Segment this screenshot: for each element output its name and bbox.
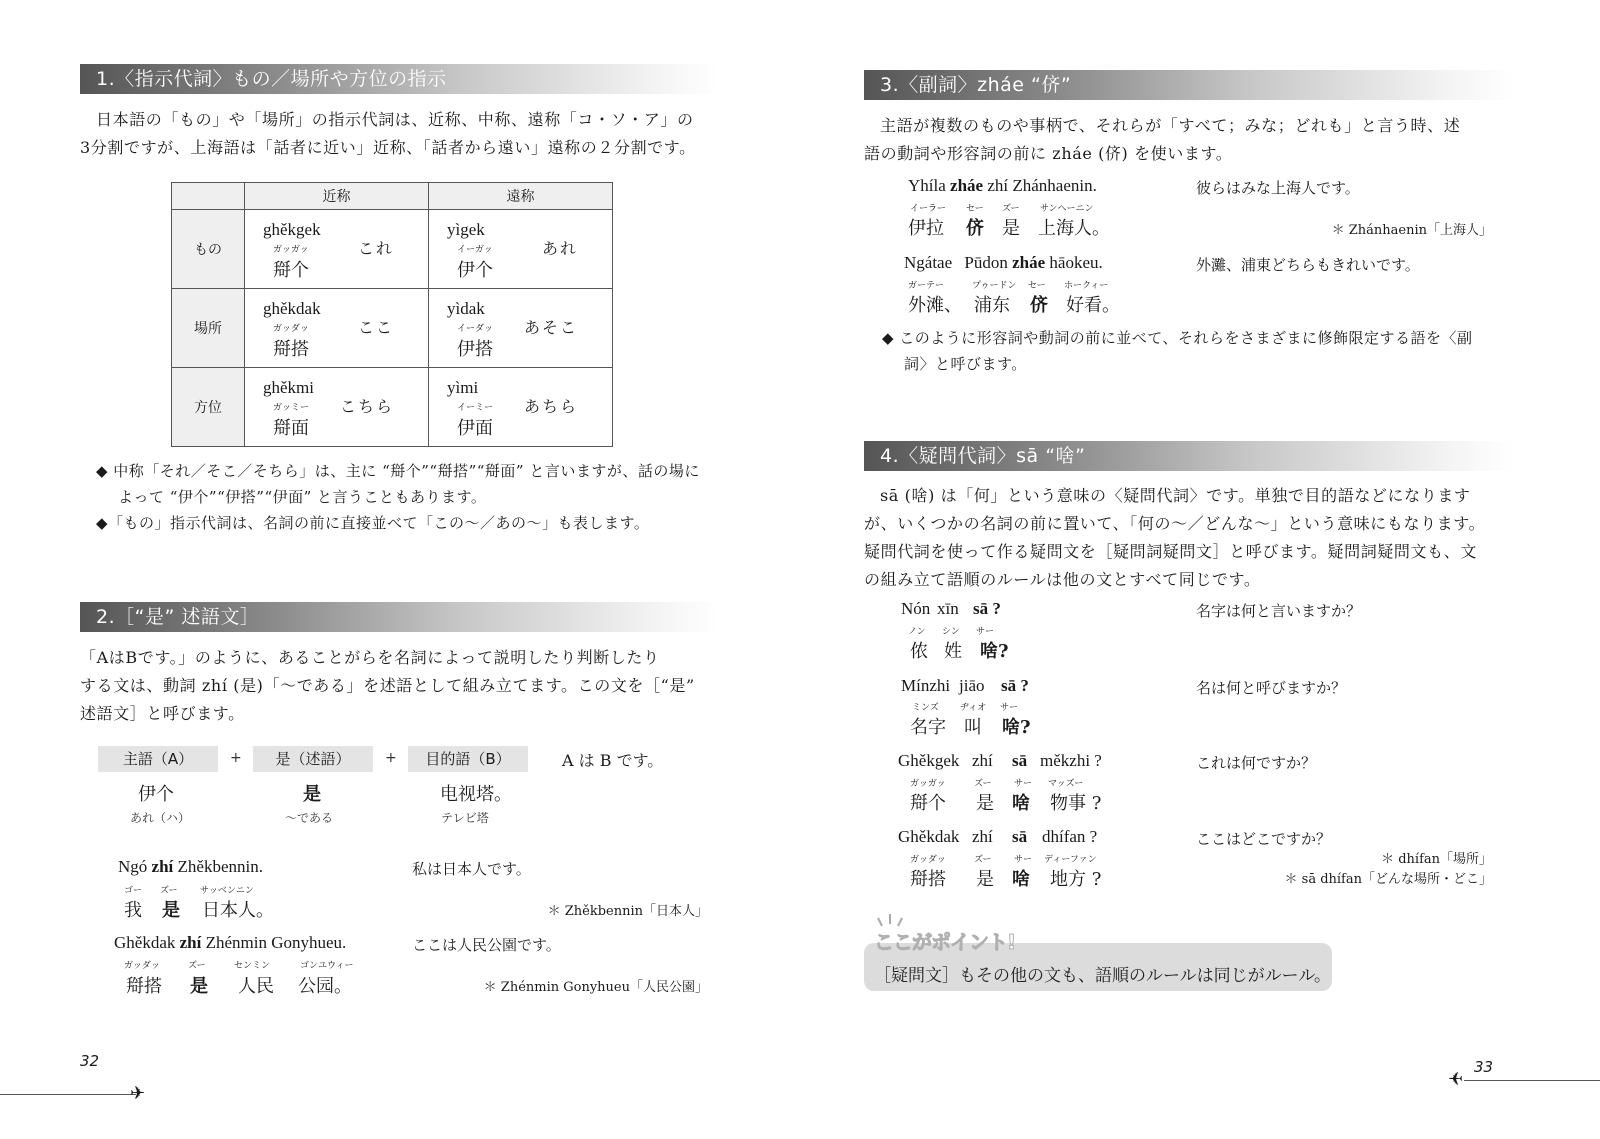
- row-label: 場所: [172, 289, 245, 368]
- para-line: 主語が複数のものや事柄で、それらが「すべて；みな；どれも」と言う時、述: [880, 116, 1461, 135]
- kana: セー: [1028, 281, 1046, 291]
- word-bold: zhí: [151, 857, 174, 876]
- example-translation: これは何ですか？: [1196, 754, 1317, 772]
- table-row: [172, 210, 613, 289]
- table-header-near: 近称: [245, 183, 429, 210]
- point-label: ここがポイント!: [874, 930, 1016, 954]
- hanzi: 上海人。: [1038, 218, 1110, 239]
- para-line: する文は、動詞 zhí (是)「～である」を述語として組み立てます。この文を［“是”: [80, 676, 695, 695]
- cell-far: [429, 289, 612, 367]
- japanese-meaning: あそこ: [523, 318, 578, 337]
- pattern-gloss-jp: ～である: [285, 811, 334, 825]
- para-line: 3分割ですが、上海語は「話者に近い」近称、「話者から遠い」遠称の２分割です。: [80, 138, 696, 157]
- demonstrative-table: [171, 182, 613, 447]
- example-romanization: [118, 857, 263, 877]
- example-note: ＊ Zhánhaenin「上海人」: [1331, 223, 1492, 238]
- word-bold: sā ?: [973, 599, 1001, 618]
- section-1-paragraph: [80, 106, 740, 162]
- pattern-hanzi: 是: [303, 784, 321, 805]
- example-translation: ここはどこですか？: [1196, 830, 1332, 848]
- pattern-hanzi: 电视塔。: [440, 784, 512, 805]
- plus-sign: +: [230, 750, 242, 766]
- japanese-meaning: あちら: [523, 397, 578, 416]
- kana: ゴー: [124, 886, 143, 896]
- bullet-line: 詞〉と呼びます。: [904, 355, 1027, 373]
- japanese-meaning: こちら: [339, 397, 394, 416]
- hanzi: 叫: [964, 717, 982, 738]
- slot-predicate: 是（述語）: [253, 746, 373, 772]
- cell-far: [429, 210, 612, 288]
- section-3-bullet: [882, 325, 1512, 377]
- para-line: が、いくつかの名詞の前に置いて、「何の～／どんな～」という意味にもなります。: [864, 514, 1486, 533]
- kana: サー: [976, 627, 995, 637]
- hanzi: 搿个: [910, 793, 946, 814]
- example-translation: ここは人民公園です。: [412, 936, 561, 954]
- airplane-icon: ✈: [130, 1083, 146, 1104]
- kana-reading: ガッガッ: [273, 245, 309, 255]
- romanization: ghěkmi: [263, 378, 314, 397]
- kana: ズー: [974, 855, 992, 865]
- para-line: 述語文］と呼びます。: [80, 704, 245, 723]
- hanzi: 搿搭: [910, 869, 946, 890]
- example-romanization: [114, 933, 346, 953]
- word: Zhánhaenin.: [1012, 176, 1097, 195]
- word: Mínzhi: [901, 676, 951, 695]
- hanzi: 是: [976, 869, 994, 890]
- kana: ガッダッ: [910, 855, 946, 865]
- kana: ズー: [160, 886, 178, 896]
- bullet-line: ◆ このように形容詞や動詞の前に並べて、それらをさまざまに修飾限定する語を〈副: [882, 329, 1473, 347]
- para-line: sā (啥) は「何」という意味の〈疑問代詞〉です。単独で目的語などになります: [880, 486, 1471, 505]
- kana: サー: [1014, 779, 1033, 789]
- hanzi: 伊个: [457, 260, 493, 281]
- cell-near: [245, 289, 428, 367]
- example-note: ＊ dhífan「場所」: [1381, 852, 1492, 867]
- example-translation: 外灘、浦東どちらもきれいです。: [1196, 256, 1420, 274]
- hanzi: 搿个: [273, 260, 309, 281]
- hanzi: 搿搭: [126, 976, 162, 997]
- hanzi: 是: [190, 976, 208, 997]
- kana: ヂィオ: [960, 703, 987, 713]
- kana: ホークィー: [1064, 281, 1109, 291]
- para-line: 疑問代詞を使って作る疑問文を［疑問詞疑問文］と呼びます。疑問詞疑問文も、文: [864, 542, 1477, 561]
- word: Ghěkgek: [898, 751, 960, 770]
- hanzi: 地方 ?: [1050, 869, 1102, 890]
- japanese-meaning: ここ: [357, 318, 394, 337]
- kana: ズー: [1002, 204, 1020, 214]
- hanzi: 是: [1002, 218, 1020, 239]
- airplane-icon: ✈: [1448, 1069, 1464, 1090]
- section-3-header: 3.〈副詞〉zháe “侪”: [864, 70, 1514, 100]
- plus-sign: +: [385, 750, 397, 766]
- para-line: 語の動詞や形容詞の前に zháe (侪) を使います。: [864, 144, 1233, 163]
- word-bold: sā ?: [1001, 676, 1029, 695]
- japanese-meaning: あれ: [541, 239, 578, 258]
- kana-reading: イーガッ: [457, 245, 493, 255]
- word: měkzhi ?: [1040, 751, 1102, 770]
- para-line: 「AはBです。」のように、あることがらを名詞によって説明したり判断したり: [80, 648, 660, 667]
- hanzi: 伊拉: [908, 218, 944, 239]
- example-note: ＊ Zhěkbennin「日本人」: [547, 904, 708, 919]
- example-translation: 名字は何と言いますか？: [1196, 602, 1362, 620]
- kana: センミン: [234, 961, 271, 971]
- kana: ミンズ: [912, 703, 939, 713]
- hanzi: 搿面: [273, 418, 309, 439]
- hanzi: 好看。: [1066, 295, 1120, 316]
- hanzi: 侪: [1030, 295, 1048, 316]
- hanzi: 侬: [910, 641, 928, 662]
- page-number-left: 32: [80, 1052, 100, 1070]
- row-label: もの: [172, 210, 245, 289]
- kana: マッズー: [1048, 779, 1084, 789]
- table-header-far: 遠称: [429, 183, 613, 210]
- example-note: ＊ sā dhífan「どんな場所・どこ」: [1284, 872, 1492, 887]
- section-4-header: 4.〈疑問代詞〉sā “啥”: [864, 441, 1514, 471]
- example-note: ＊ Zhénmin Gonyhueu「人民公園」: [483, 980, 708, 995]
- word: zhí: [972, 827, 993, 846]
- japanese-meaning: これ: [357, 239, 394, 258]
- example-translation: 彼らはみな上海人です。: [1196, 179, 1360, 197]
- word: zhí: [972, 751, 993, 770]
- kana: ズー: [188, 961, 206, 971]
- kana: サンヘーニン: [1040, 204, 1094, 214]
- romanization: ghěkgek: [263, 220, 321, 239]
- hanzi: 我: [124, 900, 142, 921]
- para-line: の組み立て語順のルールは他の文とすべて同じです。: [864, 570, 1261, 589]
- word-bold: zháe: [950, 176, 984, 195]
- slot-object: 目的語（B）: [408, 746, 528, 772]
- word: xīn: [937, 599, 959, 618]
- section-3-paragraph: [864, 112, 1514, 168]
- section-4-paragraph: [864, 482, 1514, 594]
- word: dhífan ?: [1042, 827, 1098, 846]
- section-1-bullet: [96, 458, 736, 510]
- table-corner: [172, 183, 245, 210]
- hanzi: 啥: [1012, 869, 1030, 890]
- word: Nón: [901, 599, 931, 618]
- footer-rule: [1464, 1080, 1600, 1081]
- pattern-hanzi: 伊个: [138, 784, 174, 805]
- bullet-line: ◆ 中称「それ／そこ／そちら」は、主に “搿个”“搿搭”“搿面” と言いますが、話の場に: [96, 462, 700, 480]
- hanzi: 浦东: [974, 295, 1010, 316]
- example-translation: 名は何と呼びますか？: [1196, 679, 1347, 697]
- word: Zhénmin Gonyhueu.: [205, 933, 347, 952]
- kana-reading: イーダッ: [457, 324, 494, 334]
- section-2-header: 2.［“是” 述語文］: [80, 602, 720, 632]
- table-row: [172, 289, 613, 368]
- kana: ノン: [908, 627, 926, 637]
- section-2-paragraph: [80, 644, 740, 728]
- example-romanization: [904, 253, 1103, 273]
- kana: ディーファン: [1044, 855, 1097, 865]
- footer-rule: [0, 1094, 136, 1095]
- kana: プゥードン: [972, 281, 1017, 291]
- para-line: 日本語の「もの」や「場所」の指示代詞は、近称、中称、遠称「コ・ソ・ア」の: [96, 110, 694, 129]
- slot-subject: 主語（A）: [98, 746, 218, 772]
- bullet-line: よって “伊个”“伊搭”“伊面” と言うこともあります。: [118, 488, 487, 506]
- hanzi: 姓: [944, 641, 962, 662]
- kana: ゴンユウィー: [300, 961, 354, 971]
- kana: シン: [942, 627, 960, 637]
- hanzi: 侪: [966, 218, 984, 239]
- kana: サッベンニン: [200, 886, 254, 896]
- word: Ghěkdak: [898, 827, 960, 846]
- word-bold: sā: [1012, 751, 1028, 770]
- word: Pūdon: [964, 253, 1008, 272]
- hanzi: 伊面: [457, 418, 493, 439]
- kana-reading: イーミー: [457, 403, 494, 413]
- romanization: yìmi: [447, 378, 479, 397]
- kana: セー: [966, 204, 984, 214]
- cell-far: [429, 368, 612, 446]
- word: Zhěkbennin.: [177, 857, 263, 876]
- hanzi: 物事 ?: [1050, 793, 1102, 814]
- word: Yhíla: [908, 176, 946, 195]
- section-1-bullet: ◆「もの」指示代詞は、名詞の前に直接並べて「この～／あの～」も表します。: [96, 514, 650, 532]
- cell-near: [245, 210, 428, 288]
- hanzi: 搿搭: [273, 339, 309, 360]
- example-romanization: [908, 176, 1097, 196]
- word-bold: zháe: [1012, 253, 1046, 272]
- kana: ガッガッ: [910, 779, 946, 789]
- kana: ズー: [974, 779, 992, 789]
- section-1-header: 1.〈指示代詞〉もの／場所や方位の指示: [80, 64, 720, 94]
- hanzi: 日本人。: [202, 900, 274, 921]
- kana: ガッダッ: [124, 961, 160, 971]
- hanzi: 啥: [1012, 793, 1030, 814]
- romanization: ghěkdak: [263, 299, 321, 318]
- table-row: [172, 368, 613, 447]
- word: Ngó: [118, 857, 148, 876]
- kana: サー: [1014, 855, 1033, 865]
- hanzi: 是: [162, 900, 180, 921]
- kana-reading: ガッダッ: [273, 324, 309, 334]
- cell-near: [245, 368, 428, 446]
- hanzi: 人民: [238, 976, 274, 997]
- hanzi: 公园。: [298, 976, 352, 997]
- hanzi: 是: [976, 793, 994, 814]
- romanization: yìgek: [447, 220, 485, 239]
- kana-reading: ガッミー: [273, 403, 309, 413]
- point-text: ［疑問文］もその他の文も、語順のルールは同じがルール。: [874, 966, 1331, 986]
- word: Ghěkdak: [114, 933, 176, 952]
- word: hāokeu.: [1049, 253, 1103, 272]
- pattern-gloss-jp: あれ（ハ）: [130, 811, 191, 825]
- word: zhí: [987, 176, 1009, 195]
- pattern-gloss: A は B です。: [562, 751, 664, 770]
- hanzi: 名字: [910, 717, 946, 738]
- hanzi: 啥?: [1002, 717, 1031, 738]
- hanzi: 啥?: [980, 641, 1009, 662]
- kana: サー: [1000, 703, 1019, 713]
- page-number-right: 33: [1474, 1058, 1494, 1076]
- kana: ガーテー: [908, 281, 945, 291]
- romanization: yìdak: [447, 299, 485, 318]
- word-bold: zhí: [179, 933, 202, 952]
- example-translation: 私は日本人です。: [412, 860, 531, 878]
- word-bold: sā: [1012, 827, 1028, 846]
- kana: イーラー: [910, 204, 947, 214]
- pattern-gloss-jp: テレビ塔: [441, 811, 489, 825]
- row-label: 方位: [172, 368, 245, 447]
- hanzi: 外滩、: [908, 295, 962, 316]
- hanzi: 伊搭: [457, 339, 493, 360]
- word: Ngátae: [904, 253, 953, 272]
- word: jiāo: [959, 676, 985, 695]
